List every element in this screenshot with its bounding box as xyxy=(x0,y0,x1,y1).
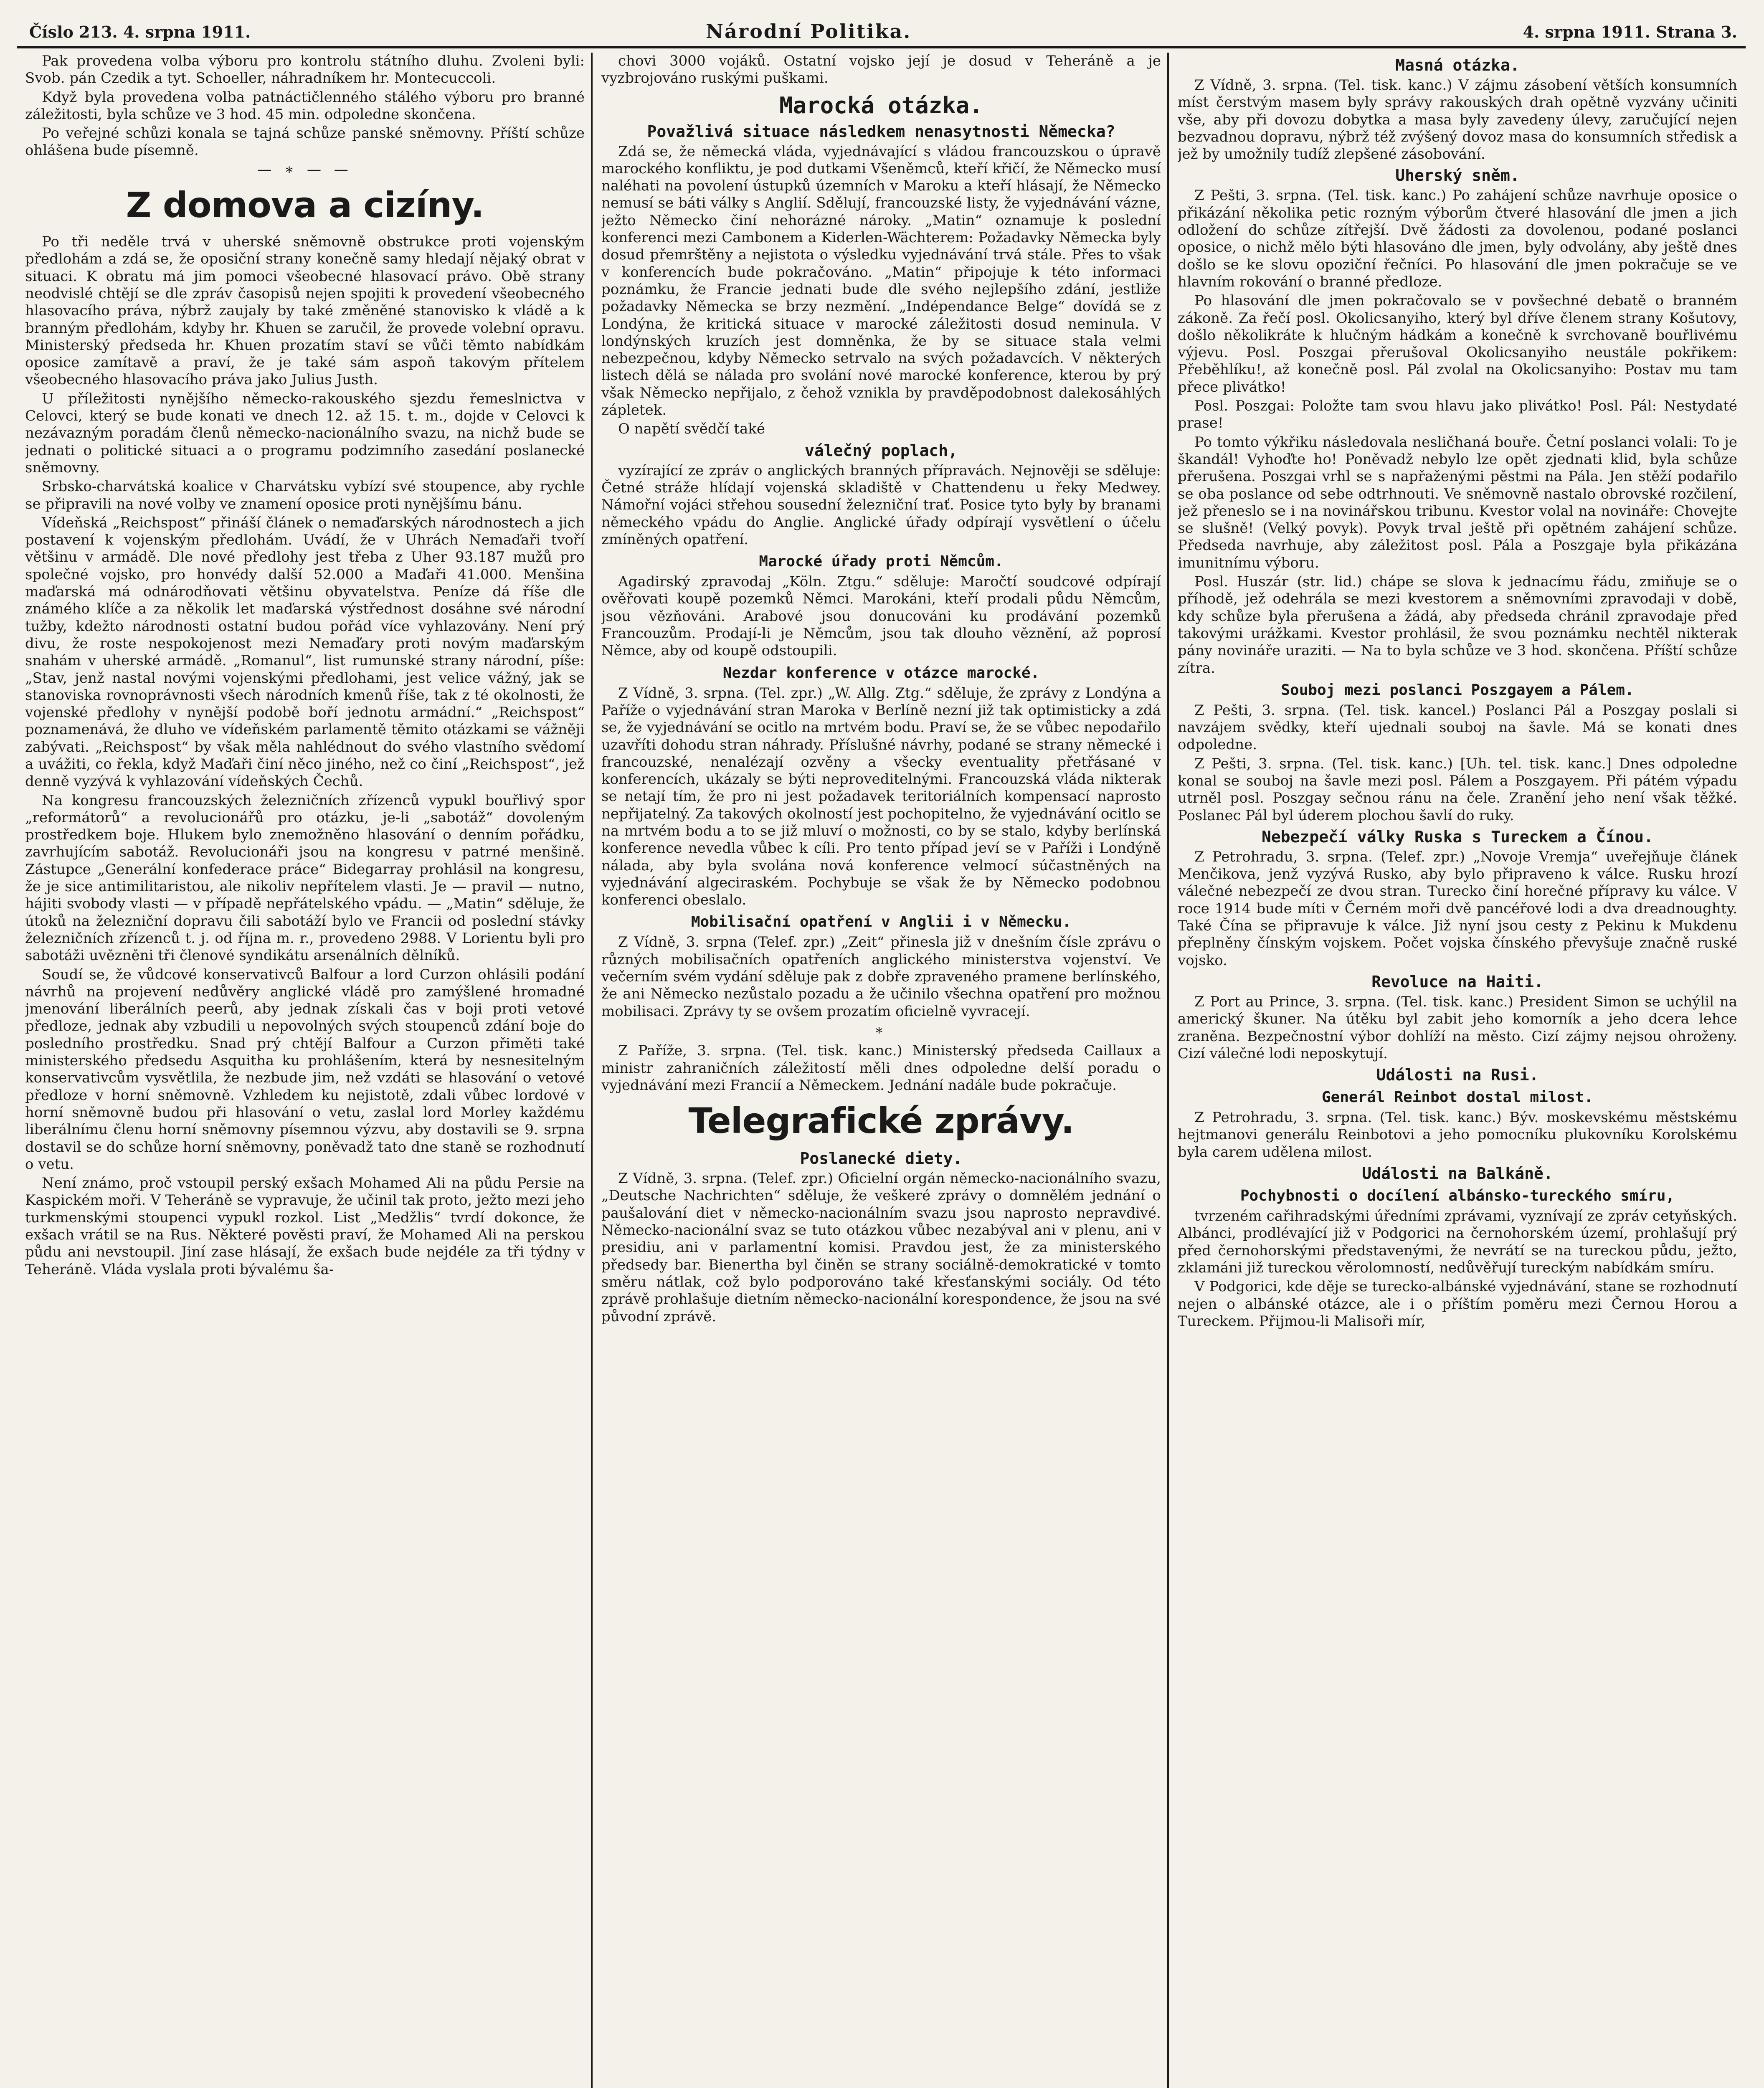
paragraph: Srbsko-charvátská koalice v Charvátsku vybízí své stoupence, aby rychle se připravili na nové volby ve znamení oposice proti nynějšímu bánu. xyxy=(25,478,585,512)
article-heading: Nebezpečí války Ruska s Tureckem a Čínou. xyxy=(1262,827,1653,846)
paragraph: Když byla provedena volba patnáctičlenného stálého výboru pro branné záležitosti, byla schůze ve 3 hod. 45 min. odpoledne skončena. xyxy=(25,89,585,123)
paragraph: Agadirský zpravodaj „Köln. Ztgu.“ sděluje: Maročtí soudcové odpírají ověřovati koupě pozemků Němci. Marokáni, kteří prodali půdu Němcům, jsou vězňováni. Arabové jsou donucováni ku prodávání pozemků Francouzům. Prodají-li je Němcům, jsou tak dlouho věznění, až poprosí Němce, aby od koupě odstoupili. xyxy=(601,573,1161,659)
newspaper-title: Národní Politika. xyxy=(706,20,912,43)
newspaper-page xyxy=(17,13,1746,2088)
paragraph: Z Port au Prince, 3. srpna. (Tel. tisk. kanc.) President Simon se uchýlil na americký škuner. Na útěku byl zabit jeho komorník a jeho dcera lehce zraněna. Bezpečnostní výbor dohlíží na město. Cizí zájmy nejsou ohroženy. Cizí válečné lodi neposkytují. xyxy=(1178,993,1737,1062)
article-subheading: Nezdar konference v otázce marocké. xyxy=(722,664,1040,682)
article-subheading: Pochybnosti o docílení albánsko-tureckého smíru, xyxy=(1240,1187,1675,1205)
paragraph: Z Vídně, 3. srpna. (Telef. zpr.) Oficielní orgán německo-nacionálního svazu, „Deutsche Nachrichten“ sděluje, že veškeré zprávy o domnělém jednání o paušalování diet v německo-nacionálním svazu jsou naprosto nepravdivé. Německo-nacionální svaz se tuto otázkou vůbec nezabýval ani v plenu, ani v presidiu, ani v parlamentní komisi. Pravdou jest, že za ministerského předsedy bar. Bienertha byl činěn se strany sociálně-demokratické v tomto směru nátlak, což bylo podporováno také křesťanskými sociály. Od této zprávě prohlašuje dietním německo-nacionální korespondence, že jsou na své původní zprávě. xyxy=(601,1170,1161,1325)
paragraph: Z Vídně, 3. srpna (Telef. zpr.) „Zeit“ přinesla již v dnešním čísle zprávu o různých mobilisačních opatřeních anglického ministerstva vojenství. Ve večerním svém vydání sděluje pak z dobře zpraveného pramene berlínského, že ani Německo nezůstalo pozadu a že učinilo všechna opatření pro možnou mobilisaci. Zprávy ty se ovšem prozatím oficielně vyvracejí. xyxy=(601,934,1161,1020)
article-heading: Marocká otázka. xyxy=(779,92,983,119)
section-heading: Telegrafické zprávy. xyxy=(688,1100,1074,1142)
separator: — ∗ — — xyxy=(257,161,352,178)
article-subheading: Poslanecké diety. xyxy=(800,1149,963,1168)
separator: ∗ xyxy=(874,1021,888,1039)
paragraph: Zdá se, že německá vláda, vyjednávající s vládou francouzskou o úpravě marockého konfliktu, je pod dutkami Všeněmců, kteří křičí, že Německo musí naléhati na povolení ústupků územních v Maroku a kteří hlásají, že Německo nemusí se báti války s Anglií. Sdělují, francouzské listy, že vyjednávání vázne, ježto Německo činí nehorázné nároky. „Matin“ oznamuje k poslední konferenci mezi Cambonem a Kiderlen-Wächterem: Požadavky Německa byly dosud přemrštěny a nejistota o výsledku vyjednávání trvá stále. Přes to však v konferencích bude pokračováno. „Matin“ připojuje k této informaci poznámku, že Francie jednati bude dle svého nejlepšího zdání, jestliže požadavky Německa se brzy nezmění. „Indépendance Belge“ dovídá se z Londýna, že kritická situace v marocké záležitosti dosud neminula. V londýnských kruzích jest domněnka, že by se situace stala velmi nebezpečnou, kdyby Německo setrvalo na svých požadavcích. V některých listech dělá se nálada pro svolání nové marocké konference, kterou by prý však Německo nepřijalo, z čehož vznikla by pravděpodobnost dalekosáhlých zápletek. xyxy=(601,143,1161,419)
paragraph: Z Paříže, 3. srpna. (Tel. tisk. kanc.) Ministerský předseda Caillaux a ministr zahraničních záležitostí měli dnes odpoledne delší poradu o vyjednávání mezi Francií a Německem. Jednání nadále bude pokračuje. xyxy=(601,1042,1161,1094)
paragraph: Soudí se, že vůdcové konservativců Balfour a lord Curzon ohlásili podání návrhů na projevení nedůvěry anglické vládě pro zamýšlené hromadné jmenování liberálních peerů, aby jednak získali čas v boji proti vetové předloze, jednak aby vzbudili u nepovolných svých stoupenců zdání boje do posledního prostředku. Snad prý chtějí Balfour a Curzon přiměti také ministerského předsedu Asquitha ku prohlášením, která by nesnesitelným konservativcům vysvětlila, že nezbude jim, než vzdáti se hlasování o vetové předloze v horní sněmovně. Vzhledem ku nejistotě, zdali vůbec lordové v horní sněmovně budou při hlasování o vetu, zaslal lord Morley každému liberálnímu členu horní sněmovny písemnou výzvu, aby dostavili se 9. srpna dostavil se do schůze horní sněmovny, poněvadž tato dne staně se rozhodnutí o vetu. xyxy=(25,966,585,1173)
paragraph: Pak provedena volba výboru pro kontrolu státního dluhu. Zvoleni byli: Svob. pán Czedik a tyt. Schoeller, náhradníkem hr. Montecuccoli. xyxy=(25,53,585,87)
paragraph: Z Vídně, 3. srpna. (Tel. zpr.) „W. Allg. Ztg.“ sděluje, že zprávy z Londýna a Paříže o vyjednávání stran Maroka v Berlíně nezní již tak optimisticky a zdá se, že vyjednávání se ocitlo na mrtvém bodu. Praví se, že se vůbec nepodařilo uzavříti dohodu stran náhrady. Příslušné návrhy, podané se strany německé i francouzské, nenalézají ozvěny a všecky eventuality přetřásané v konferencích, ukázaly se býti neproveditelnými. Francouzská vláda nikterak se netají tím, že pro ni jest požadavek teritoriálních kompensací naprosto nepřijatelný. Za takových okolností jest pochopitelno, že vyjednávání ocitlo se na mrtvém bodu a to se již mluví o možnosti, co by se stalo, kdyby berlínská konference nevedla vůbec k cíli. Pro tento případ jeví se v Paříži i Londýně nálada, aby byla svolána nová konference velmocí súčastněných na vyjednávání algeciraském. Pochybuje se však že by Německo podobnou konferenci obeslalo. xyxy=(601,684,1161,909)
article-subheading: válečný poplach, xyxy=(804,441,958,460)
paragraph: Po veřejné schůzi konala se tajná schůze panské sněmovny. Příští schůze ohlášena bude písemně. xyxy=(25,125,585,159)
issue-info: Číslo 213. 4. srpna 1911. xyxy=(29,23,251,41)
paragraph: V Podgorici, kde děje se turecko-albánské vyjednávání, stane se rozhodnutí nejen o albánské otázce, ale i o příštím poměru mezi Černou Horou a Tureckem. Přijmou-li Malisoři mír, xyxy=(1178,1278,1737,1330)
article-subheading: Marocké úřady proti Němcům. xyxy=(759,553,1004,570)
paragraph: Není známo, proč vstoupil perský exšach Mohamed Ali na půdu Persie na Kaspickém moři. V Teheráně se vypravuje, že učinil tak proto, ježto mezi jeho turkmenskými stoupenci vypukl rozkol. List „Medžlis“ tvrdí dokonce, že exšach vrátil se na Rus. Některé pověsti praví, že Mohamed Ali na perskou půdu ani nevstoupil. Jiní zase hlásají, že exšach bude nejdéle za tři týdny v Teheráně. Vláda vyslala proti bývalému ša- xyxy=(25,1175,585,1278)
column-3 xyxy=(1178,53,1737,2088)
article-subheading: Souboj mezi poslanci Poszgayem a Pálem. xyxy=(1281,681,1634,699)
paragraph: Z Pešti, 3. srpna. (Tel. tisk. kanc.) [Uh. tel. tisk. kanc.] Dnes odpoledne konal se souboj na šavle mezi posl. Pálem a Poszgayem. Při pátém výpadu utrněl posl. Poszgay sečnou ránu na čele. Zranění jeho není však těžké. Poslanec Pál byl úderem plochou šavlí do ruky. xyxy=(1178,755,1737,824)
paragraph: Vídeňská „Reichspost“ přináší článek o nemaďarských národnostech a jich postavení k vojenským předlohám. Uvádí, že v Uhrách Nemaďaři tvoří většinu v armádě. Dle nové předlohy jest třeba z Uher 93.187 mužů pro společné vojsko, pro honvédy další 52.000 a Maďaři 41.000. Menšina maďarská má odnárodňovati většinu obyvatelstva. Peníze dá říše dle známého klíče a za několik let maďarská výstřednost dosáhne své národní tužby, kdežto národnosti ostatní budou pořád více vyhlazovány. Není prý divu, že roste nespokojenost mezi Nemaďary proti novým maďarským snahám v uherské armádě. „Romanul“, list rumunské strany národní, píše: „Stav, jenž nastal novými vojenskými předlohami, jest velice vážný, jak se stanoviska rovnoprávnosti všech národních kmenů říše, tak z té okolnosti, že vojenské předlohy v nynější podobě boří jednotu armádní.“ „Reichspost“ poznamenává, že dluho ve vídeňském parlamentě těmito otázkami se vážněji zabývati. „Reichspost“ by však měla nahlédnout do svého vlastního svědomí a uvážiti, co řekla, když Maďaři činí něco jiného, než co činí „Reichspost“, jež denně vyzývá k vyhlazování vídeňských Čechů. xyxy=(25,514,585,790)
paragraph: Z Pešti, 3. srpna. (Tel. tisk. kanc.) Po zahájení schůze navrhuje oposice o přikázání několika petic rozným výborům čtveré hlasování dle jmen a jich odložení do schůze zítřejší. Dvě žádosti za dovolenou, podané poslanci oposice, o nichž mělo býti hlasováno dle jmen, byly odvolány, aby ještě dnes došlo se ke slovu opoziční řečníci. Po hlasování dle jmen pokračuje se ve hlavním rokování o branné předloze. xyxy=(1178,187,1737,290)
paragraph: Na kongresu francouzských železničních zřízenců vypukl bouřlivý spor „reformátorů“ a revolucionářů pro otázku, je-li „sabotáž“ dovoleným prostředkem boje. Hlukem bylo znemožněno hlasování o denním pořádku, zavrhujícím sabotáž. Revolucionáři jsou na kongresu v patrné menšině. Zástupce „Generální konfederace práce“ Bidegarray prohlásil na kongresu, že je sice antimilitaristou, ale nikoliv nepřítelem vlasti. Je — pravil — nutno, hájiti svobody vlasti — v případě nepřátelského vpádu. — „Matin“ sděluje, že útoků na železniční dopravu čili sabotáží bylo ve Francii od poslední stávky železničních zřízenců t. j. od října m. r., provedeno 2988. V Lorientu byli pro sabotáži uvězněni tři členové syndikátu arsenálních dělníků. xyxy=(25,792,585,964)
paragraph: Posl. Poszgai: Položte tam svou hlavu jako plivátko! Posl. Pál: Nestydaté prase! xyxy=(1178,398,1737,432)
paragraph: U příležitosti nynějšího německo-rakouského sjezdu řemeslnictva v Celovci, který se bude konati ve dnech 12. až 15. t. m., dojde v Celovci k nezávazným poradám členů německo-nacionálního svazu, na nichž bude se jednati o politické situaci a o programu podzimního zasedání poslanecké sněmovny. xyxy=(25,390,585,476)
section-heading: Z domova a cizíny. xyxy=(126,185,484,226)
article-heading: Uherský sněm. xyxy=(1395,166,1520,185)
paragraph: Z Vídně, 3. srpna. (Tel. tisk. kanc.) V zájmu zásobení větších konsumních míst čerstvým masem byly správy rakouských drah opětně vyzvány učiniti vše, aby při dovozu dobytka a masa byly zavedeny úlevy, zaručující nejen bezvadnou dopravu, nýbrž též zvýšený dovoz masa do konsumních středisk a jež by umožnily tudíž zlepšené zásobování. xyxy=(1178,77,1737,163)
paragraph: chovi 3000 vojáků. Ostatní vojsko její je dosud v Teheráně a je vyzbrojováno ruskými puškami. xyxy=(601,53,1161,87)
article-subheading: Mobilisační opatření v Anglii i v Německu. xyxy=(691,913,1072,931)
masthead xyxy=(17,13,1746,48)
paragraph: Posl. Huszár (str. lid.) chápe se slova k jednacímu řádu, zmiňuje se o příhodě, jež odehrála se mezi kvestorem a sněmovními zpravodaji v době, kdy schůze byla přerušena a žádá, aby předseda chránil zpravodaje před takovými urážkami. Kvestor prohlásil, že svou poznámku nechtěl nikterak pány novináře uraziti. — Na to byla schůze ve 3 hod. skončena. Příští schůze zítra. xyxy=(1178,573,1737,677)
paragraph: Po hlasování dle jmen pokračovalo se v povšechné debatě o branném zákoně. Za řečí posl. Okolicsanyiho, který byl dříve členem strany Košutovy, došlo několikráte k hlučným hádkám a konečně k svrchovaně bouřlivému výjevu. Posl. Poszgai přerušoval Okolicsanyiho neustále pokřikem: Přeběhlíku!, až konečně posl. Pál zvolal na Okolicsanyiho: Postav mu tam přece plivátko! xyxy=(1178,292,1737,395)
column-2 xyxy=(601,53,1161,2088)
article-subheading: Generál Reinbot dostal milost. xyxy=(1321,1089,1594,1106)
paragraph: Z Pešti, 3. srpna. (Tel. tisk. kancel.) Poslanci Pál a Poszgay poslali si navzájem svědky, kteří ujednali souboj na šavle. Má se konati dnes odpoledne. xyxy=(1178,702,1737,753)
column-divider xyxy=(591,53,593,2088)
column-divider xyxy=(1167,53,1169,2088)
article-heading: Masná otázka. xyxy=(1395,56,1520,74)
article-heading: Události na Balkáně. xyxy=(1362,1164,1553,1183)
date-page-info: 4. srpna 1911. Strana 3. xyxy=(1523,23,1737,41)
paragraph: Z Petrohradu, 3. srpna. (Tel. tisk. kanc.) Býv. moskevskému městskému hejtmanovi generálu Reinbotovi a jeho pomocníku plukovníku Korolskému byla carem udělena milost. xyxy=(1178,1109,1737,1161)
article-subheading: Považlivá situace následkem nenasytnosti Německa? xyxy=(647,122,1115,141)
column-1 xyxy=(25,53,585,2088)
paragraph: Po tomto výkřiku následovala nesličhaná bouře. Četní poslanci volali: To je škandál! Vyhoďte ho! Poněvadž nebylo lze opět zjednati klid, byla schůze přerušena. Poszgai vrhl se s napřaženými pěstmi na Pála. Jen stěží podařilo se oba poslance od sebe odtrhnouti. Ve sněmovně nastalo obrovské rozčilení, jež přeneslo se i na novinářskou tribunu. Kvestor volal na novináře: Chovejte se slušně! (Velký povyk). Povyk trval ještě při opětném zahájení schůze. Předseda navrhuje, aby záležitost posl. Pála a Poszgaje byla přikázána imunitnímu výboru. xyxy=(1178,433,1737,571)
paragraph: tvrzeném cařihradskými úředními zprávami, vyznívají ze zpráv cetyňských. Albánci, prodlévající již v Podgorici na černohorském území, prohlašují prý před černohorskými představenými, že nevrátí se na tureckou půdu, ježto, zklamáni již tureckou věrolomností, nedůvěřují tureckým nabídkám smíru. xyxy=(1178,1208,1737,1276)
article-heading: Události na Rusi. xyxy=(1376,1066,1539,1085)
article-heading: Revoluce na Haiti. xyxy=(1371,972,1544,991)
paragraph: Z Petrohradu, 3. srpna. (Telef. zpr.) „Novoje Vremja“ uveřejňuje článek Menčikova, jenž vyzývá Rusko, aby bylo připraveno k válce. Rusku hrozí válečné nebezpečí ze dvou stran. Turecko činí horečné přípravy ku válce. V roce 1914 bude míti v Černém moři dvě pancéřové lodi a dva dreadnoughty. Také Čína se připravuje k válce. Již nyní jsou cesty z Pekinu k Mukdenu přeplněny čínským vojskem. Počet vojska čínského převyšuje značně ruské vojsko. xyxy=(1178,848,1737,969)
paragraph: O napětí svědčí také xyxy=(618,421,765,438)
paragraph: Po tři neděle trvá v uherské sněmovně obstrukce proti vojenským předlohám a zdá se, že oposiční strany konečně samy hledají nějaký obrat v situaci. K obratu má jim pomoci všeobecné hlasovací právo. Obě strany neodvislé chtějí se dle zpráv časopisů nejen spojiti k provedení všeobecného hlasovacího práva, nýbrž zaujaly by také změněné stanovisko k vládě a k branným předlohám, kdyby hr. Khuen se zaručil, že provede volební opravu. Ministerský předseda hr. Khuen prozatím staví se vůči těmto nabídkám oposice zamítavě a praví, že je také sám aspoň takovým přítelem všeobecného hlasovacího práva jako Julius Justh. xyxy=(25,233,585,388)
paragraph: vyzírající ze zpráv o anglických branných přípravách. Nejnověji se sděluje: Četné stráže hlídají vojenská skladiště v Chattendenu u řeky Medwey. Námořní vojáci střehou sousední železniční trať. Posice tyto byly by branami německého vpádu do Anglie. Anglické úřady odpírají vysvětlení o účelu zmíněných opatření. xyxy=(601,462,1161,548)
